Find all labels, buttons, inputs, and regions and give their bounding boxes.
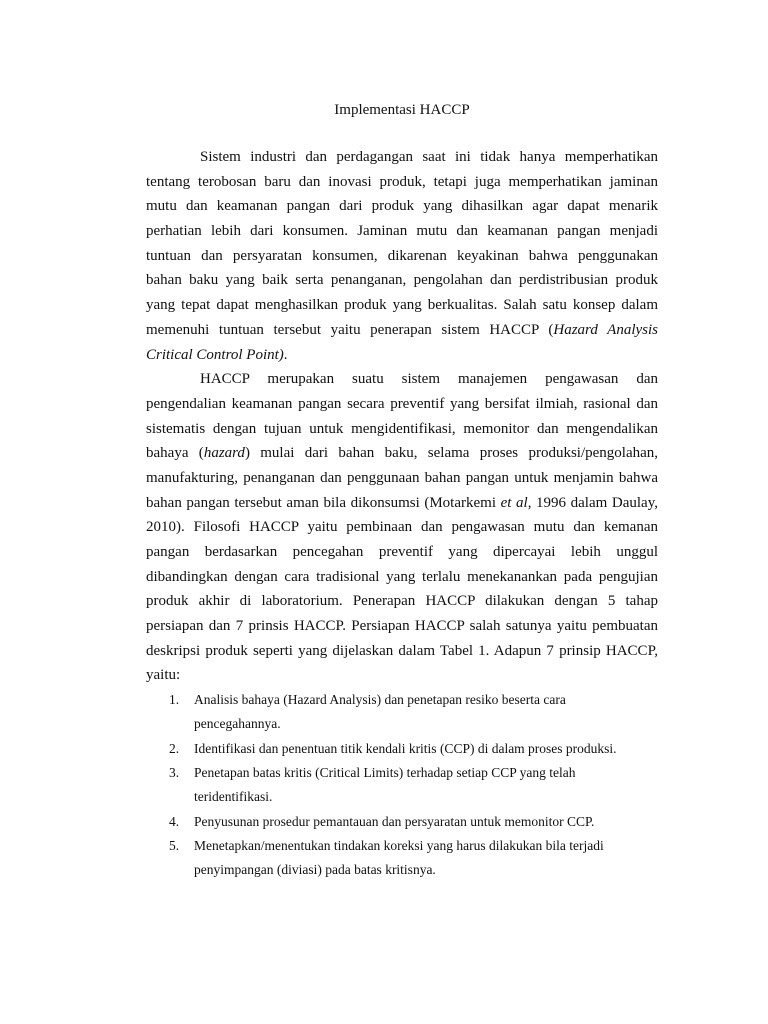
haccp-principles-list [146, 688, 658, 882]
list-item [146, 737, 658, 761]
paragraph-intro [146, 145, 658, 367]
italic-term: et al [500, 494, 528, 511]
text-line: tentang terobosan baru dan inovasi produk, tetapi juga memperhatikan jaminan [146, 173, 658, 190]
list-item-text: pencegahannya. [194, 716, 281, 732]
text-line: yang tepat dapat menghasilkan produk yang berkualitas. Salah satu konsep dalam [146, 297, 658, 314]
list-item-text: Penyusunan prosedur pemantauan dan persyaratan untuk memonitor CCP. [194, 813, 595, 829]
list-number: 1. [169, 692, 180, 708]
text-run: , 1996 dalam Daulay, [527, 494, 658, 511]
text-line: tuntuan dan persyaratan konsumen, dikarenan keyakinan bahwa penggunakan [146, 247, 658, 264]
text-line: sistematis dengan tujuan untuk mengidentifikasi, memonitor dan mengendalikan [146, 420, 658, 437]
list-number: 5. [169, 837, 180, 853]
list-item [146, 810, 658, 834]
document-title: Implementasi HACCP [334, 102, 470, 118]
text-line: produk akhir di laboratorium. Penerapan HACCP dilakukan dengan 5 tahap [146, 593, 658, 610]
list-item [146, 761, 658, 810]
text-line: 2010). Filosofi HACCP yaitu pembinaan dan pengawasan mutu dan kemanan [146, 519, 658, 536]
list-number: 4. [169, 813, 180, 829]
list-item-text: teridentifikasi. [194, 789, 273, 805]
text-run: bahaya ( [146, 445, 204, 462]
list-item-text: Penetapan batas kritis (Critical Limits) terhadap setiap CCP yang telah [194, 765, 576, 781]
paragraph-haccp [146, 367, 658, 688]
text-line: mutu dan keamanan pangan dari produk yang dihasilkan agar dapat menarik [146, 198, 658, 215]
text-line [146, 343, 658, 368]
list-item-text: Identifikasi dan penentuan titik kendali kritis (CCP) di dalam proses produksi. [194, 740, 617, 756]
list-item [146, 834, 658, 883]
text-run: memenuhi tuntuan tersebut yaitu penerapan sistem HACCP ( [146, 321, 554, 338]
text-line: HACCP merupakan suatu sistem manajemen pengawasan dan [200, 371, 658, 388]
text-line: dibandingkan dengan cara tradisional yang terlalu menekanankan pada pengujian [146, 568, 658, 585]
text-run: . [283, 346, 288, 363]
list-item [146, 688, 658, 737]
text-line: perhatian lebih dari konsumen. Jaminan mutu dan keamanan pangan menjadi [146, 223, 658, 240]
text-line: Sistem industri dan perdagangan saat ini tidak hanya memperhatikan [200, 149, 658, 165]
text-line [146, 441, 658, 466]
list-item-text: Menetapkan/menentukan tindakan koreksi yang harus dilakukan bila terjadi [194, 837, 604, 853]
text-line: bahan baku yang baik serta penanganan, pengolahan dan perdistribusian produk [146, 272, 658, 289]
text-line [146, 491, 658, 516]
list-item-text: penyimpangan (diviasi) pada batas kritisnya. [194, 862, 436, 878]
text-line: deskripsi produk seperti yang dijelaskan dalam Tabel 1. Adapun 7 prinsip HACCP, [146, 642, 658, 659]
list-item-text: Analisis bahaya (Hazard Analysis) dan penetapan resiko beserta cara [194, 692, 566, 708]
text-run: ) mulai dari bahan baku, selama proses produksi/pengolahan, [244, 445, 659, 462]
text-line: manufakturing, penanganan dan penggunaan bahan pangan untuk menjamin bahwa [146, 469, 658, 486]
italic-term: Critical Control Point) [146, 346, 284, 363]
text-run: bahan pangan tersebut aman bila dikonsumsi (Motarkemi [146, 494, 501, 511]
text-line: persiapan dan 7 prinsis HACCP. Persiapan HACCP salah satunya yaitu pembuatan [146, 618, 658, 635]
list-number: 2. [169, 740, 180, 756]
italic-term: hazard [203, 445, 245, 462]
list-number: 3. [169, 765, 180, 781]
text-line: pangan berdasarkan pencegahan preventif yang dipercayai lebih unggul [146, 544, 658, 560]
text-line: yaitu: [146, 667, 181, 684]
italic-term: Hazard Analysis [553, 321, 658, 338]
text-line: pengendalian keamanan pangan secara preventif yang bersifat ilmiah, rasional dan [146, 395, 658, 412]
text-line [146, 318, 658, 343]
